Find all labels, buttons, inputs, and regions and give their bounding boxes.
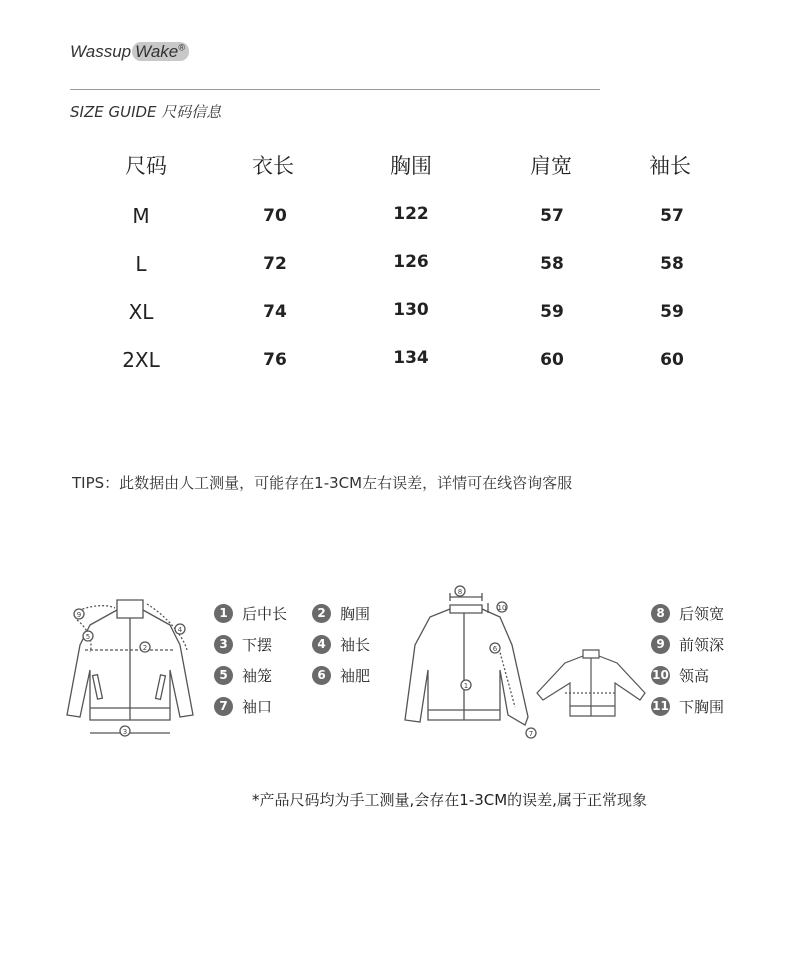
brand-logo bbox=[70, 42, 189, 62]
table-cell: 72 bbox=[263, 254, 287, 274]
legend-item bbox=[312, 603, 370, 624]
table-cell: 58 bbox=[540, 254, 564, 274]
marker-label: 6 bbox=[492, 645, 498, 653]
number-badge-icon: 8 bbox=[651, 604, 670, 623]
legend-item bbox=[214, 696, 272, 717]
table-cell-size: L bbox=[135, 252, 147, 276]
table-header-chest: 胸围 bbox=[390, 154, 432, 178]
jacket-small-diagram-icon bbox=[535, 648, 645, 723]
marker-label: 3 bbox=[122, 728, 128, 736]
table-cell-size: 2XL bbox=[122, 348, 160, 372]
brand-right bbox=[132, 42, 189, 61]
legend-label: 袖肥 bbox=[340, 667, 371, 685]
legend-item bbox=[312, 634, 370, 655]
table-header-size: 尺码 bbox=[125, 154, 167, 178]
marker-label: 8 bbox=[457, 588, 463, 596]
table-header-length: 衣长 bbox=[252, 154, 294, 178]
table-cell: 70 bbox=[263, 206, 287, 226]
marker-label: 4 bbox=[177, 626, 183, 634]
number-badge-icon: 7 bbox=[214, 697, 233, 716]
page-title: SIZE GUIDE 尺码信息 bbox=[70, 103, 222, 121]
brand-registered-mark: ® bbox=[178, 42, 185, 53]
table-cell: 58 bbox=[660, 254, 684, 274]
table-cell: 122 bbox=[393, 204, 429, 224]
number-badge-icon: 2 bbox=[312, 604, 331, 623]
legend-label: 下摆 bbox=[242, 636, 273, 654]
table-header-sleeve: 袖长 bbox=[649, 154, 691, 178]
legend-label: 袖长 bbox=[340, 636, 371, 654]
brand-right-text: Wake bbox=[135, 42, 179, 61]
table-cell: 57 bbox=[660, 206, 684, 226]
tips-text: TIPS：此数据由人工测量，可能存在1-3CM左右误差，详情可在线咨询客服 bbox=[72, 474, 573, 492]
table-cell: 57 bbox=[540, 206, 564, 226]
table-cell: 76 bbox=[263, 350, 287, 370]
marker-label: 5 bbox=[85, 633, 91, 641]
table-cell: 134 bbox=[393, 348, 429, 368]
number-badge-icon: 6 bbox=[312, 666, 331, 685]
table-cell: 59 bbox=[540, 302, 564, 322]
legend-label: 后领宽 bbox=[679, 605, 725, 623]
table-cell: 74 bbox=[263, 302, 287, 322]
table-cell: 130 bbox=[393, 300, 429, 320]
marker-label: 7 bbox=[528, 730, 534, 738]
table-header-shoulder: 肩宽 bbox=[530, 154, 572, 178]
table-cell: 126 bbox=[393, 252, 429, 272]
legend-label: 袖笼 bbox=[242, 667, 273, 685]
marker-label: 10 bbox=[497, 604, 507, 612]
number-badge-icon: 4 bbox=[312, 635, 331, 654]
number-badge-icon: 3 bbox=[214, 635, 233, 654]
jacket-back-diagram-icon bbox=[400, 585, 534, 745]
legend-label: 袖口 bbox=[242, 698, 273, 716]
marker-label: 2 bbox=[142, 644, 148, 652]
header-divider bbox=[70, 89, 600, 90]
legend-item bbox=[651, 696, 724, 717]
legend-item bbox=[312, 665, 370, 686]
number-badge-icon: 9 bbox=[651, 635, 670, 654]
number-badge-icon: 5 bbox=[214, 666, 233, 685]
legend-item bbox=[651, 634, 724, 655]
legend-item bbox=[651, 603, 724, 624]
legend-label: 胸围 bbox=[340, 605, 371, 623]
brand-left: Wassup bbox=[70, 42, 132, 61]
number-badge-icon: 10 bbox=[651, 666, 670, 685]
number-badge-icon: 1 bbox=[214, 604, 233, 623]
table-cell-size: XL bbox=[128, 300, 154, 324]
table-cell: 60 bbox=[540, 350, 564, 370]
legend-item bbox=[214, 603, 287, 624]
table-cell-size: M bbox=[132, 204, 150, 228]
table-cell: 59 bbox=[660, 302, 684, 322]
legend-item bbox=[214, 665, 272, 686]
marker-label: 1 bbox=[463, 682, 469, 690]
legend-label: 下胸围 bbox=[679, 698, 725, 716]
legend-label: 前领深 bbox=[679, 636, 725, 654]
legend-label: 领高 bbox=[679, 667, 710, 685]
legend-item bbox=[651, 665, 709, 686]
legend-label: 后中长 bbox=[242, 605, 288, 623]
table-cell: 60 bbox=[660, 350, 684, 370]
measurement-note: *产品尺码均为手工测量,会存在1-3CM的误差,属于正常现象 bbox=[252, 791, 647, 809]
marker-label: 9 bbox=[76, 611, 82, 619]
legend-item bbox=[214, 634, 272, 655]
jacket-front-diagram-icon bbox=[55, 590, 205, 745]
number-badge-icon: 11 bbox=[651, 697, 670, 716]
